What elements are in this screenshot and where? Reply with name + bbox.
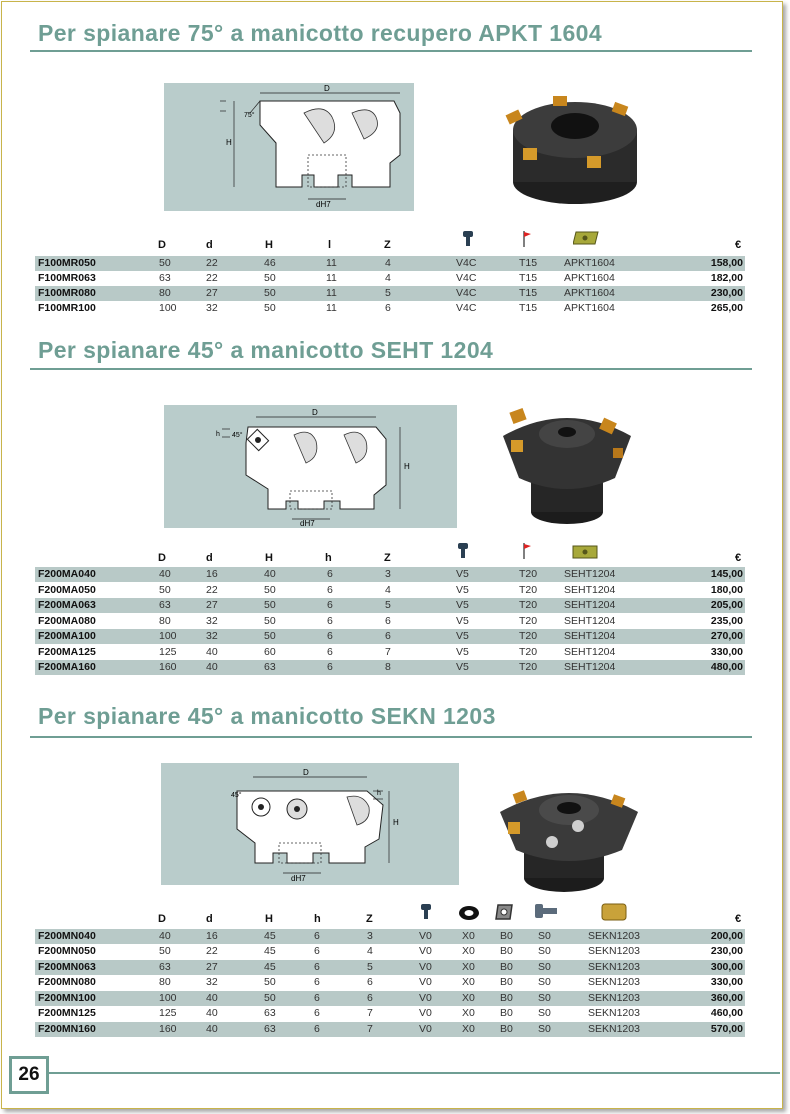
cell-price: 570,00 — [710, 1023, 743, 1035]
product-photo — [495, 90, 655, 208]
table-row — [35, 567, 745, 582]
cell-Z: 4 — [367, 945, 373, 957]
dim-bore-label: dH7 — [291, 874, 306, 883]
key-icon — [522, 231, 532, 247]
cell-D: 40 — [159, 568, 171, 580]
table-row — [35, 256, 745, 271]
cell-d: 32 — [206, 630, 218, 642]
product-code: F200MN080 — [38, 976, 96, 988]
product-code: F200MN100 — [38, 992, 96, 1004]
column-header: H — [265, 552, 273, 564]
cell-clamp: B0 — [500, 945, 513, 957]
table-row — [35, 944, 745, 959]
screw-icon — [462, 231, 474, 247]
technical-drawing — [164, 405, 457, 528]
table-row — [35, 991, 745, 1006]
cell-D: 100 — [159, 992, 177, 1004]
page-number: 26 — [9, 1056, 49, 1094]
cell-D: 125 — [159, 646, 177, 658]
table-row — [35, 975, 745, 990]
cell-screw: V5 — [456, 646, 469, 658]
column-header: Z — [384, 552, 391, 564]
column-header: D — [158, 239, 166, 251]
cell-d: 22 — [206, 257, 218, 269]
dim-d-label: D — [303, 768, 309, 777]
product-code: F200MN050 — [38, 945, 96, 957]
section-rule — [30, 368, 752, 370]
cell-D: 50 — [159, 945, 171, 957]
cell-key: T20 — [519, 568, 538, 580]
cell-key: T20 — [519, 584, 538, 596]
cell-washer: X0 — [462, 1023, 475, 1035]
currency-header: € — [735, 239, 742, 251]
table-row — [35, 629, 745, 644]
cell-h: 6 — [314, 1023, 320, 1035]
cell-insert: SEHT1204 — [564, 661, 616, 673]
cell-H: 45 — [264, 961, 276, 973]
cell-D: 63 — [159, 599, 171, 611]
cell-l: 11 — [326, 302, 337, 314]
cell-clamp-screw: S0 — [538, 1023, 551, 1035]
cell-screw: V0 — [419, 945, 432, 957]
column-header: D — [158, 552, 166, 564]
cell-H: 50 — [264, 287, 276, 299]
insert-icon — [601, 903, 627, 921]
product-code: F200MA160 — [38, 661, 96, 673]
column-header: h — [314, 913, 321, 925]
cell-clamp: B0 — [500, 1007, 513, 1019]
column-header: h — [325, 552, 332, 564]
cell-washer: X0 — [462, 961, 475, 973]
cell-insert: SEKN1203 — [588, 1023, 640, 1035]
cell-d: 40 — [206, 1007, 218, 1019]
cell-Z: 4 — [385, 272, 391, 284]
cell-H: 60 — [264, 646, 276, 658]
cell-price: 330,00 — [710, 646, 743, 658]
cell-key: T20 — [519, 615, 538, 627]
screw-icon — [420, 904, 432, 920]
cell-H: 63 — [264, 1023, 276, 1035]
cell-Z: 7 — [367, 1023, 373, 1035]
cell-clamp-screw: S0 — [538, 992, 551, 1004]
cell-clamp-screw: S0 — [538, 945, 551, 957]
cell-h: 6 — [327, 661, 333, 673]
cell-Z: 6 — [385, 615, 391, 627]
product-code: F200MN160 — [38, 1023, 96, 1035]
cell-price: 145,00 — [710, 568, 743, 580]
cell-d: 40 — [206, 646, 218, 658]
clamp-icon — [495, 904, 513, 920]
cell-Z: 3 — [367, 930, 373, 942]
cell-screw: V0 — [419, 1007, 432, 1019]
dim-h-label: H — [393, 818, 399, 827]
cell-H: 45 — [264, 930, 276, 942]
cell-price: 230,00 — [710, 945, 743, 957]
cell-H: 46 — [264, 257, 276, 269]
cell-insert: SEHT1204 — [564, 568, 616, 580]
key-icon — [522, 543, 532, 559]
cell-D: 80 — [159, 287, 171, 299]
cell-d: 40 — [206, 1023, 218, 1035]
dim-h-label: H — [404, 462, 410, 471]
cell-price: 300,00 — [710, 961, 743, 973]
cell-price: 182,00 — [710, 272, 743, 284]
cell-D: 100 — [159, 302, 177, 314]
section-title: Per spianare 75° a manicotto recupero APKT 1604 — [38, 20, 603, 46]
cell-d: 16 — [206, 568, 218, 580]
cell-insert: SEKN1203 — [588, 992, 640, 1004]
table-row — [35, 271, 745, 286]
cell-price: 230,00 — [710, 287, 743, 299]
insert-icon — [572, 545, 598, 559]
cell-H: 50 — [264, 976, 276, 988]
section-title: Per spianare 45° a manicotto SEKN 1203 — [38, 703, 496, 729]
cell-screw: V5 — [456, 615, 469, 627]
cell-H: 50 — [264, 615, 276, 627]
cell-d: 22 — [206, 945, 218, 957]
dim-d-label: D — [312, 408, 318, 417]
cell-h: 6 — [314, 1007, 320, 1019]
technical-drawing — [164, 83, 414, 211]
cell-washer: X0 — [462, 945, 475, 957]
cell-Z: 7 — [385, 646, 391, 658]
product-code: F200MA040 — [38, 568, 96, 580]
cell-Z: 6 — [385, 630, 391, 642]
cell-D: 80 — [159, 615, 171, 627]
cell-clamp: B0 — [500, 961, 513, 973]
product-photo — [494, 772, 644, 894]
cell-price: 235,00 — [710, 615, 743, 627]
table-row — [35, 614, 745, 629]
product-photo — [493, 396, 641, 528]
product-code: F100MR100 — [38, 302, 96, 314]
dim-small-h-label: h — [377, 790, 381, 797]
column-header: Z — [384, 239, 391, 251]
cell-clamp: B0 — [500, 992, 513, 1004]
cell-insert: APKT1604 — [564, 302, 615, 314]
cell-insert: SEHT1204 — [564, 599, 616, 611]
cell-price: 360,00 — [710, 992, 743, 1004]
cell-insert: APKT1604 — [564, 272, 615, 284]
product-code: F100MR050 — [38, 257, 96, 269]
dim-d-label: D — [324, 84, 330, 93]
cell-d: 32 — [206, 615, 218, 627]
cell-key: T20 — [519, 630, 538, 642]
cell-price: 180,00 — [710, 584, 743, 596]
currency-header: € — [735, 552, 742, 564]
dim-bore-label: dH7 — [316, 200, 331, 209]
cell-h: 6 — [327, 584, 333, 596]
cell-screw: V5 — [456, 599, 469, 611]
table-row — [35, 301, 745, 316]
cell-Z: 3 — [385, 568, 391, 580]
section-rule — [30, 736, 752, 738]
cell-H: 50 — [264, 630, 276, 642]
cell-key: T15 — [519, 287, 538, 299]
product-code: F200MA050 — [38, 584, 96, 596]
cell-screw: V5 — [456, 661, 469, 673]
cell-d: 22 — [206, 272, 218, 284]
cell-screw: V0 — [419, 976, 432, 988]
cell-key: T20 — [519, 661, 538, 673]
cell-h: 6 — [314, 992, 320, 1004]
cell-D: 50 — [159, 257, 171, 269]
cell-d: 22 — [206, 584, 218, 596]
column-header: H — [265, 239, 273, 251]
cell-washer: X0 — [462, 976, 475, 988]
dim-small-h-label: h — [216, 431, 220, 438]
cell-washer: X0 — [462, 992, 475, 1004]
table-row — [35, 645, 745, 660]
product-code: F200MN125 — [38, 1007, 96, 1019]
cell-key: T15 — [519, 272, 538, 284]
section-title: Per spianare 45° a manicotto SEHT 1204 — [38, 337, 494, 363]
cell-l: 11 — [326, 257, 337, 269]
cell-insert: SEHT1204 — [564, 630, 616, 642]
cell-screw: V0 — [419, 961, 432, 973]
cell-screw: V4C — [456, 287, 477, 299]
cell-Z: 6 — [385, 302, 391, 314]
cell-d: 32 — [206, 302, 218, 314]
cell-D: 160 — [159, 661, 177, 673]
cell-clamp: B0 — [500, 1023, 513, 1035]
table-row — [35, 1006, 745, 1021]
column-header: d — [206, 552, 213, 564]
table-row — [35, 929, 745, 944]
cell-price: 460,00 — [710, 1007, 743, 1019]
cell-D: 50 — [159, 584, 171, 596]
cell-h: 6 — [314, 930, 320, 942]
currency-header: € — [735, 913, 742, 925]
cell-D: 125 — [159, 1007, 177, 1019]
cell-l: 11 — [326, 287, 337, 299]
angle-label: 45° — [232, 432, 243, 439]
cell-screw: V0 — [419, 930, 432, 942]
product-code: F100MR080 — [38, 287, 96, 299]
cell-price: 270,00 — [710, 630, 743, 642]
cell-clamp-screw: S0 — [538, 976, 551, 988]
cell-clamp-screw: S0 — [538, 930, 551, 942]
cell-h: 6 — [327, 568, 333, 580]
cell-D: 80 — [159, 976, 171, 988]
cell-H: 50 — [264, 302, 276, 314]
cell-H: 40 — [264, 568, 276, 580]
screw-icon — [457, 543, 469, 559]
cell-price: 480,00 — [710, 661, 743, 673]
footer-rule — [46, 1072, 780, 1074]
cell-H: 50 — [264, 992, 276, 1004]
cell-screw: V4C — [456, 272, 477, 284]
cell-screw: V0 — [419, 1023, 432, 1035]
insert-icon — [573, 230, 599, 246]
product-code: F200MA063 — [38, 599, 96, 611]
cell-Z: 5 — [367, 961, 373, 973]
cell-H: 45 — [264, 945, 276, 957]
cell-insert: SEKN1203 — [588, 1007, 640, 1019]
cell-h: 6 — [327, 615, 333, 627]
cell-key: T15 — [519, 302, 538, 314]
cell-Z: 5 — [385, 599, 391, 611]
cell-screw: V0 — [419, 992, 432, 1004]
cell-Z: 6 — [367, 992, 373, 1004]
cell-d: 32 — [206, 976, 218, 988]
cell-h: 6 — [314, 945, 320, 957]
cell-d: 27 — [206, 287, 218, 299]
table-row — [35, 286, 745, 301]
product-code: F100MR063 — [38, 272, 96, 284]
cell-Z: 6 — [367, 976, 373, 988]
cell-washer: X0 — [462, 930, 475, 942]
cell-H: 63 — [264, 1007, 276, 1019]
cell-screw: V5 — [456, 584, 469, 596]
product-code: F200MA080 — [38, 615, 96, 627]
cell-Z: 4 — [385, 257, 391, 269]
cell-Z: 7 — [367, 1007, 373, 1019]
cell-price: 158,00 — [710, 257, 743, 269]
column-header: H — [265, 913, 273, 925]
angle-label: 45° — [231, 792, 242, 799]
column-header: d — [206, 913, 213, 925]
product-code: F200MN040 — [38, 930, 96, 942]
cell-insert: SEHT1204 — [564, 646, 616, 658]
product-code: F200MA125 — [38, 646, 96, 658]
column-header: Z — [366, 913, 373, 925]
table-row — [35, 598, 745, 613]
cell-l: 11 — [326, 272, 337, 284]
angle-label: 75° — [244, 112, 255, 119]
cell-H: 50 — [264, 584, 276, 596]
cell-d: 27 — [206, 599, 218, 611]
cell-insert: SEKN1203 — [588, 930, 640, 942]
cell-D: 63 — [159, 961, 171, 973]
cell-screw: V5 — [456, 568, 469, 580]
table-row — [35, 660, 745, 675]
column-header: l — [328, 239, 332, 251]
cell-price: 205,00 — [710, 599, 743, 611]
cell-screw: V4C — [456, 257, 477, 269]
washer-icon — [458, 905, 480, 921]
cell-washer: X0 — [462, 1007, 475, 1019]
cell-H: 50 — [264, 599, 276, 611]
cell-insert: APKT1604 — [564, 287, 615, 299]
product-code: F200MN063 — [38, 961, 96, 973]
table-row — [35, 583, 745, 598]
dim-h-label: H — [226, 138, 232, 147]
cell-clamp-screw: S0 — [538, 961, 551, 973]
clamp-screw-icon — [535, 904, 557, 918]
cell-D: 40 — [159, 930, 171, 942]
technical-drawing — [161, 763, 459, 885]
cell-d: 16 — [206, 930, 218, 942]
cell-key: T20 — [519, 599, 538, 611]
cell-Z: 4 — [385, 584, 391, 596]
cell-D: 100 — [159, 630, 177, 642]
cell-key: T20 — [519, 646, 538, 658]
dim-bore-label: dH7 — [300, 519, 315, 528]
cell-D: 63 — [159, 272, 171, 284]
section-rule — [30, 50, 752, 52]
cell-H: 50 — [264, 272, 276, 284]
cell-insert: SEKN1203 — [588, 976, 640, 988]
cell-h: 6 — [314, 961, 320, 973]
cell-clamp: B0 — [500, 930, 513, 942]
cell-clamp-screw: S0 — [538, 1007, 551, 1019]
product-code: F200MA100 — [38, 630, 96, 642]
cell-d: 40 — [206, 992, 218, 1004]
cell-h: 6 — [327, 599, 333, 611]
table-row — [35, 960, 745, 975]
cell-d: 27 — [206, 961, 218, 973]
cell-insert: SEKN1203 — [588, 961, 640, 973]
cell-screw: V5 — [456, 630, 469, 642]
table-row — [35, 1022, 745, 1037]
column-header: D — [158, 913, 166, 925]
cell-key: T15 — [519, 257, 538, 269]
cell-clamp: B0 — [500, 976, 513, 988]
cell-h: 6 — [327, 630, 333, 642]
cell-price: 200,00 — [710, 930, 743, 942]
cell-h: 6 — [327, 646, 333, 658]
cell-insert: APKT1604 — [564, 257, 615, 269]
cell-insert: SEHT1204 — [564, 584, 616, 596]
cell-H: 63 — [264, 661, 276, 673]
cell-h: 6 — [314, 976, 320, 988]
cell-screw: V4C — [456, 302, 477, 314]
cell-d: 40 — [206, 661, 218, 673]
cell-D: 160 — [159, 1023, 177, 1035]
cell-price: 265,00 — [710, 302, 743, 314]
column-header: d — [206, 239, 213, 251]
cell-insert: SEKN1203 — [588, 945, 640, 957]
cell-price: 330,00 — [710, 976, 743, 988]
cell-insert: SEHT1204 — [564, 615, 616, 627]
cell-Z: 5 — [385, 287, 391, 299]
cell-Z: 8 — [385, 661, 391, 673]
